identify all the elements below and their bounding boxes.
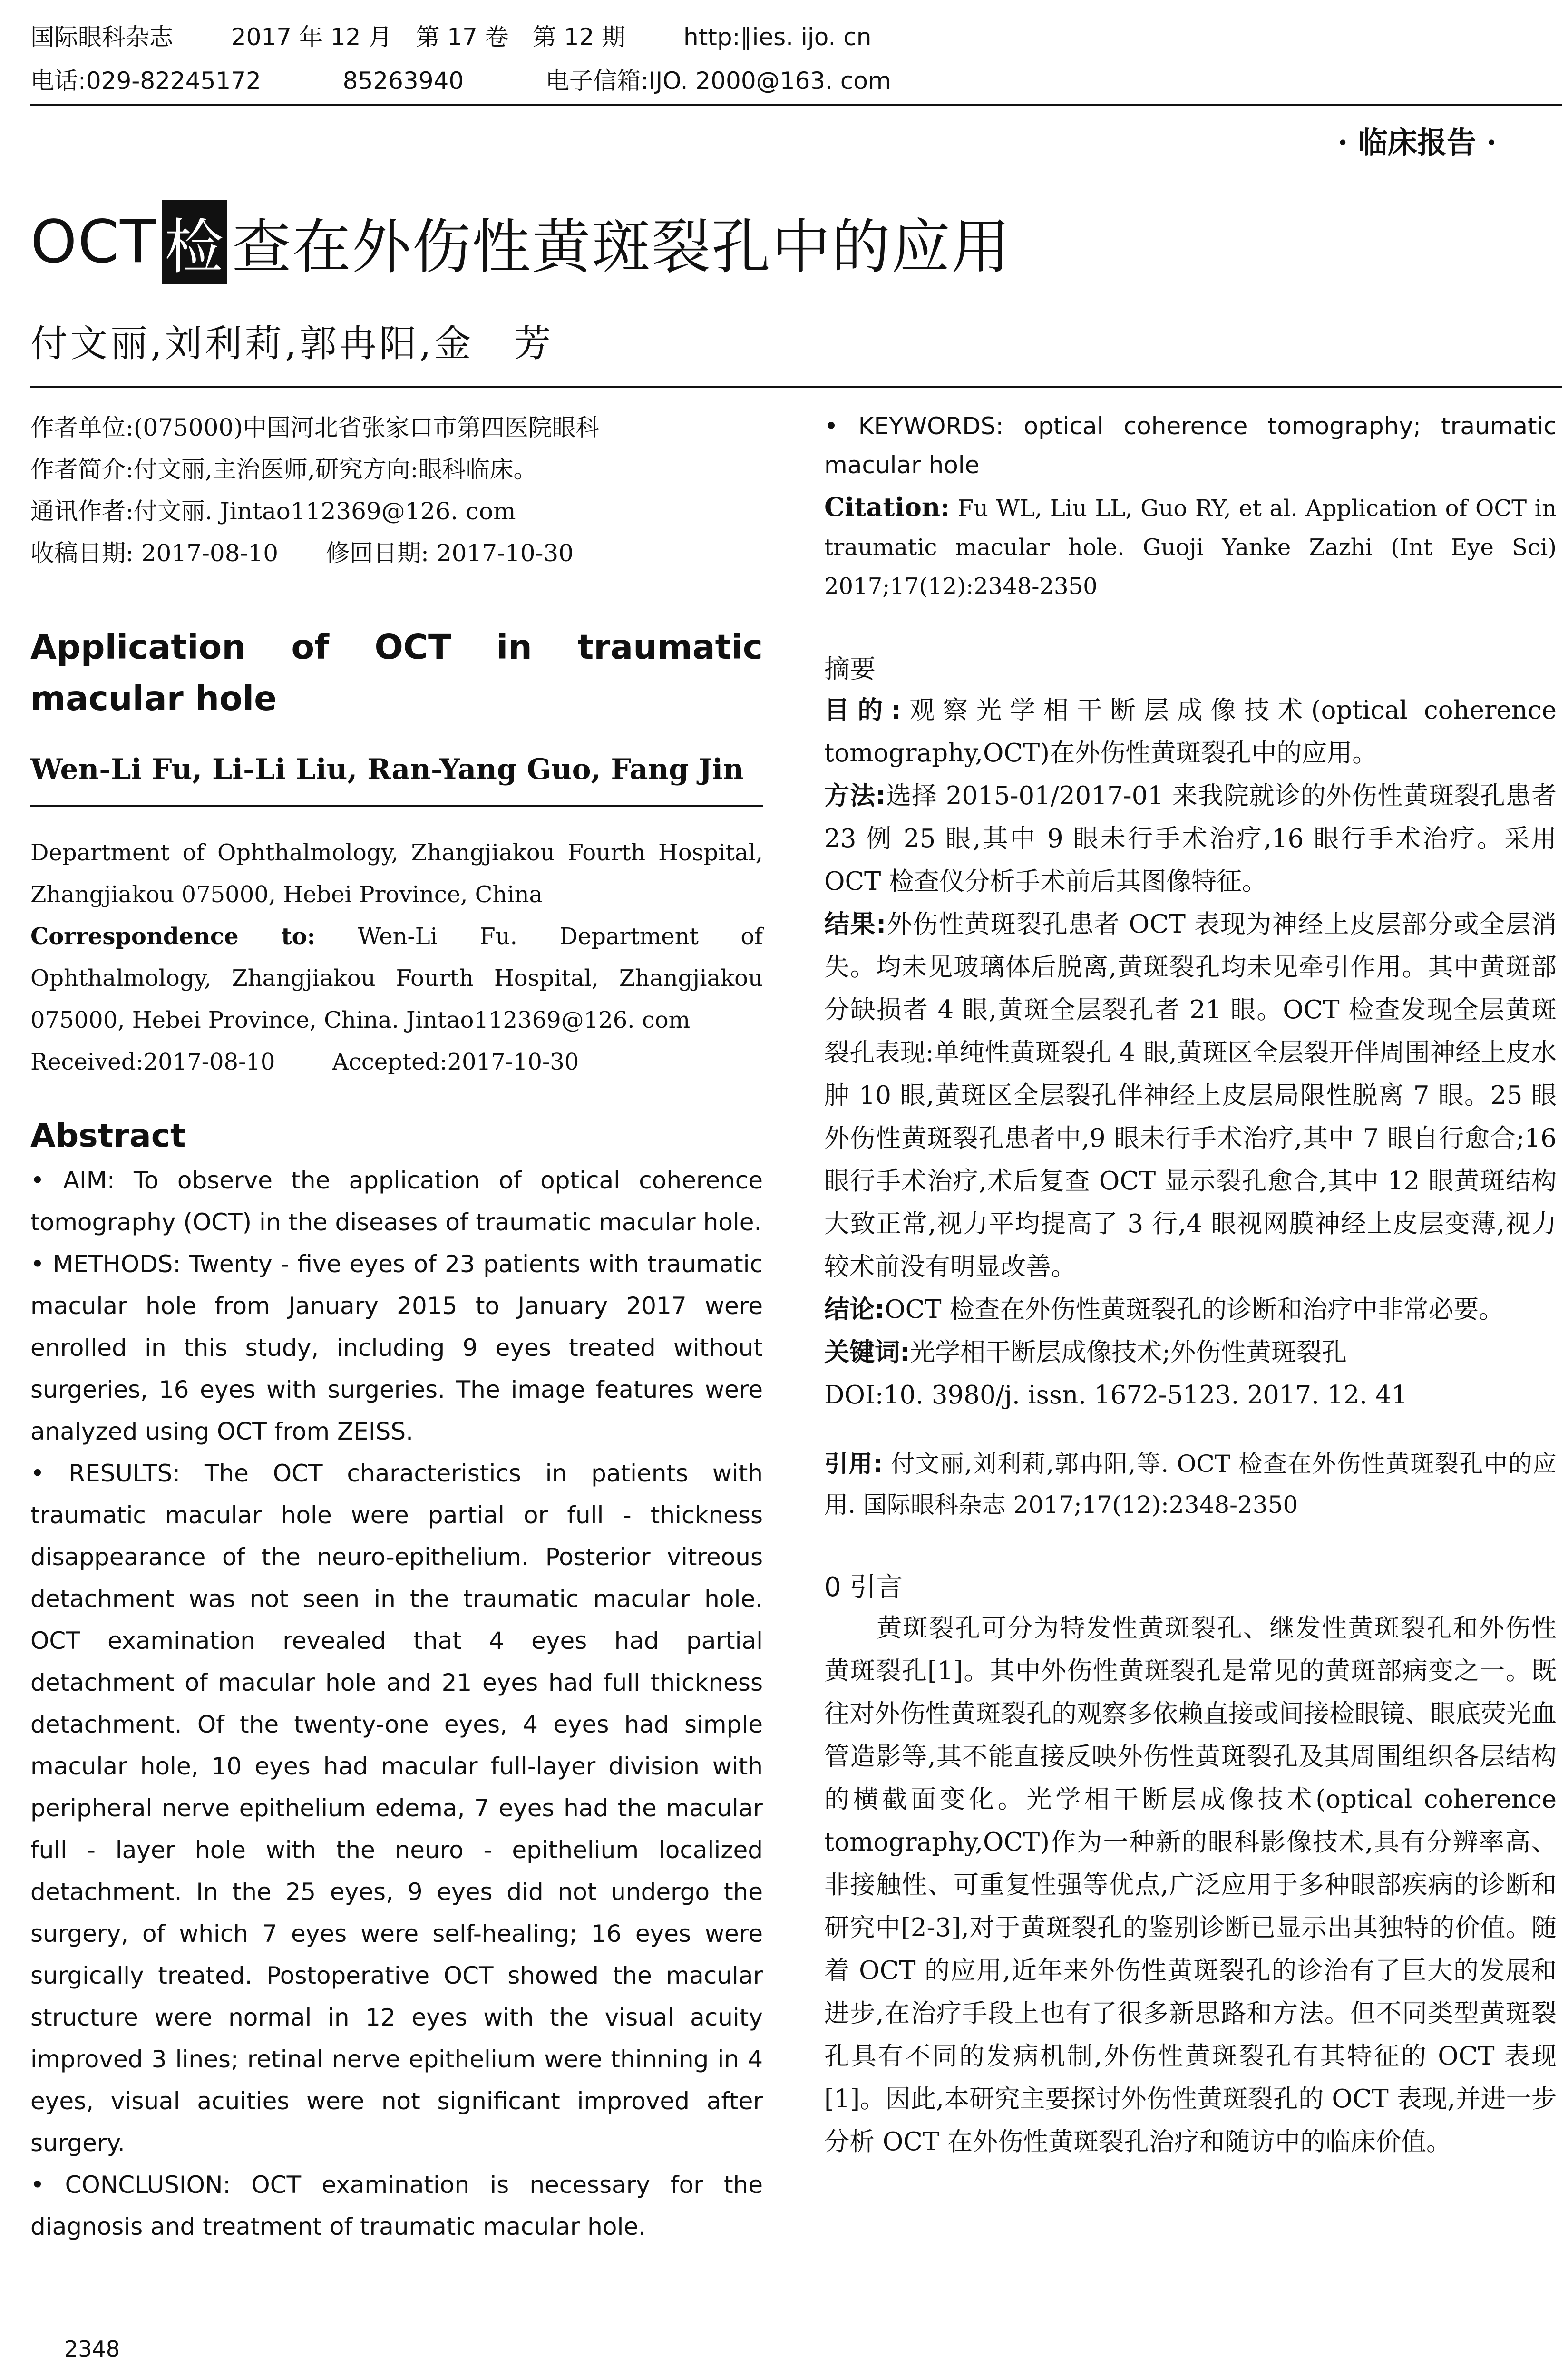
citation-text: Fu WL, Liu LL, Guo RY, et al. Application of OCT in traumatic macular hole. Guoji Yanke Zazhi (Int Eye Sci) 2017;17(12):2348-2350 — [824, 495, 1557, 600]
english-keywords-block — [824, 407, 1557, 485]
abstract-methods: • METHODS: Twenty - five eyes of 23 patients with traumatic macular hole from January 2015 to January 2017 were enrolled in this study, including 9 eyes treated without surgeries, 16 eyes with surgeries. The image features were analyzed using OCT from ZEISS. — [30, 1250, 763, 1445]
journal-email: 电子信箱:IJO. 2000@163. com — [545, 67, 891, 95]
header-rule — [30, 104, 1562, 106]
introduction-heading: 0 引言 — [824, 1572, 903, 1603]
issue-info: 2017 年 12 月 第 17 卷 第 12 期 — [231, 23, 626, 51]
abstract-aim: • AIM: To observe the application of optical coherence tomography (OCT) in the diseases of traumatic macular hole. — [30, 1167, 763, 1236]
journal-header-line-2 — [30, 62, 891, 100]
correspondence-text: Wen-Li Fu. Department of Ophthalmology, Zhangjiakou Fourth Hospital, Zhangjiakou 075000, Hebei Province, China. Jintao112369@126. com — [30, 923, 763, 1033]
correspondence-block — [30, 916, 763, 1041]
chinese-citation — [824, 1443, 1557, 1525]
cn-abstract-conclusion — [824, 1288, 1557, 1331]
title-part-2: 查在外伤性黄斑裂孔中的应用 — [232, 213, 1011, 282]
title-rule — [30, 386, 1562, 388]
abstract-conclusion: • CONCLUSION: OCT examination is necessary for the diagnosis and treatment of traumatic macular hole. — [30, 2171, 763, 2241]
phone-number: 电话:029-82245172 — [30, 67, 261, 95]
received-date: Received:2017-08-10 — [30, 1049, 275, 1075]
phone-number-2: 85263940 — [342, 67, 464, 95]
received-dates: 收稿日期: 2017-08-10 修回日期: 2017-10-30 — [30, 539, 574, 567]
doi[interactable]: DOI:10. 3980/j. issn. 1672-5123. 2017. 12. 41 — [824, 1381, 1408, 1410]
citation-block — [824, 487, 1557, 606]
article-title — [30, 200, 1011, 284]
journal-name: 国际眼科杂志 — [30, 23, 173, 51]
cn-abstract-methods — [824, 775, 1557, 903]
page-number: 2348 — [64, 2336, 120, 2362]
cn-aim-text: 观察光学相干断层成像技术(optical coherence tomography,OCT)在外伤性黄斑裂孔中的应用。 — [824, 696, 1557, 768]
authors-chinese: 付文丽,刘利莉,郭冉阳,金 芳 — [30, 322, 554, 365]
cn-methods-text: 选择 2015-01/2017-01 来我院就诊的外伤性黄斑裂孔患者 23 例 25 眼,其中 9 眼未行手术治疗,16 眼行手术治疗。采用 OCT 检查仪分析手术前后其图像特征。 — [824, 781, 1557, 896]
cn-keywords-text: 光学相干断层成像技术;外伤性黄斑裂孔 — [910, 1338, 1347, 1367]
article-category: · 临床报告 · — [1337, 125, 1497, 160]
cn-results-text: 外伤性黄斑裂孔患者 OCT 表现为神经上皮层部分或全层消失。均未见玻璃体后脱离,黄斑裂孔均未见牵引作用。其中黄斑部分缺损者 4 眼,黄斑全层裂孔者 21 眼。OCT 检查发现全层黄斑裂孔表现:单纯性黄斑裂孔 4 眼,黄斑区全层裂开伴周围神经上皮水肿 10 眼,黄斑区全层裂孔伴神经上皮层局限性脱离 7 眼。25 眼外伤性黄斑裂孔患者中,9 眼未行手术治疗,其中 7 眼自行愈合;16 眼行手术治疗,术后复查 OCT 显示裂孔愈合,其中 12 眼黄斑结构大致正常,视力平均提高了 3 行,4 眼视网膜神经上皮层变薄,视力较术前没有明显改善。 — [824, 910, 1557, 1281]
cn-citation-label: 引用: — [824, 1450, 883, 1478]
introduction-body: 黄斑裂孔可分为特发性黄斑裂孔、继发性黄斑裂孔和外伤性黄斑裂孔[1]。其中外伤性黄斑裂孔是常见的黄斑部病变之一。既往对外伤性黄斑裂孔的观察多依赖直接或间接检眼镜、眼底荧光血管造影等,其不能直接反映外伤性黄斑裂孔及其周围组织各层结构的横截面变化。光学相干断层成像技术(optical coherence tomography,OCT)作为一种新的眼科影像技术,具有分辨率高、非接触性、可重复性强等优点,广泛应用于多种眼部疾病的诊断和研究中[2-3],对于黄斑裂孔的鉴别诊断已显示出其独特的价值。随着 OCT 的应用,近年来外伤性黄斑裂孔的诊治有了巨大的发展和进步,在治疗手段上也有了很多新思路和方法。但不同类型黄斑裂孔具有不同的发病机制,外伤性黄斑裂孔有其特征的 OCT 表现[1]。因此,本研究主要探讨外伤性黄斑裂孔的 OCT 表现,并进一步分析 OCT 在外伤性黄斑裂孔治疗和随访中的临床价值。 — [824, 1614, 1557, 2156]
journal-url[interactable]: http:∥ies. ijo. cn — [683, 23, 872, 51]
title-highlighted-char: 检 — [162, 200, 227, 284]
english-title: Application of OCT in traumatic macular hole — [30, 627, 763, 718]
chinese-abstract-heading: 摘要 — [824, 654, 876, 684]
cn-conclusion-text: OCT 检查在外伤性黄斑裂孔的诊断和治疗中非常必要。 — [885, 1295, 1504, 1324]
affiliation-department: Department of Ophthalmology, Zhangjiakou Fourth Hospital, Zhangjiakou 075000, Hebei Province, China — [30, 839, 763, 908]
cn-keywords-label: 关键词: — [824, 1338, 910, 1367]
left-column — [30, 407, 763, 2248]
accepted-date: Accepted:2017-10-30 — [332, 1049, 579, 1075]
cn-abstract-aim — [824, 689, 1557, 775]
author-bio: 作者简介:付文丽,主治医师,研究方向:眼科临床。 — [30, 456, 537, 483]
cn-keywords — [824, 1331, 1557, 1374]
english-authors: Wen-Li Fu, Li-Li Liu, Ran-Yang Guo, Fang Jin — [30, 753, 744, 786]
english-keywords: • KEYWORDS: optical coherence tomography; traumatic macular hole — [824, 412, 1557, 479]
english-dates — [30, 1041, 763, 1083]
title-part-1: OCT — [30, 208, 157, 276]
abstract-results: • RESULTS: The OCT characteristics in patients with traumatic macular hole were partial or full - thickness disappearance of the neuro-epithelium. Posterior vitreous detachment was not seen in the traumatic macular hole. OCT examination revealed that 4 eyes had partial detachment of macular hole and 21 eyes had full thickness detachment. Of the twenty-one eyes, 4 eyes had simple macular hole, 10 eyes had macular full-layer division with peripheral nerve epithelium edema, 7 eyes had the macular full - layer hole with the neuro - epithelium localized detachment. In the 25 eyes, 9 eyes did not undergo the surgery, of which 7 eyes were self-healing; 16 eyes were surgically treated. Postoperative OCT showed the macular structure were normal in 12 eyes with the visual acuity improved 3 lines; retinal nerve epithelium were thinning in 4 eyes, visual acuities were not significant improved after surgery. — [30, 1460, 763, 2157]
correspondence-label: Correspondence to: — [30, 923, 316, 950]
cn-conclusion-label: 结论: — [824, 1295, 885, 1324]
english-abstract — [30, 1159, 763, 2248]
right-column — [824, 407, 1557, 2163]
chinese-abstract — [824, 689, 1557, 1417]
cn-citation-text: 付文丽,刘利莉,郭冉阳,等. OCT 检查在外伤性黄斑裂孔中的应用. 国际眼科杂志 2017;17(12):2348-2350 — [824, 1450, 1557, 1519]
journal-header-line-1 — [30, 18, 871, 56]
english-affiliation — [30, 832, 763, 1083]
author-info — [30, 407, 763, 574]
cn-abstract-results — [824, 903, 1557, 1288]
abstract-heading: Abstract — [30, 1117, 186, 1155]
cn-results-label: 结果: — [824, 910, 886, 939]
cn-methods-label: 方法: — [824, 781, 886, 810]
author-separator — [30, 805, 763, 807]
author-unit: 作者单位:(075000)中国河北省张家口市第四医院眼科 — [30, 414, 600, 441]
corresponding-author: 通讯作者:付文丽. Jintao112369@126. com — [30, 497, 516, 525]
citation-label: Citation: — [824, 492, 950, 522]
cn-aim-label: 目的: — [824, 696, 901, 725]
